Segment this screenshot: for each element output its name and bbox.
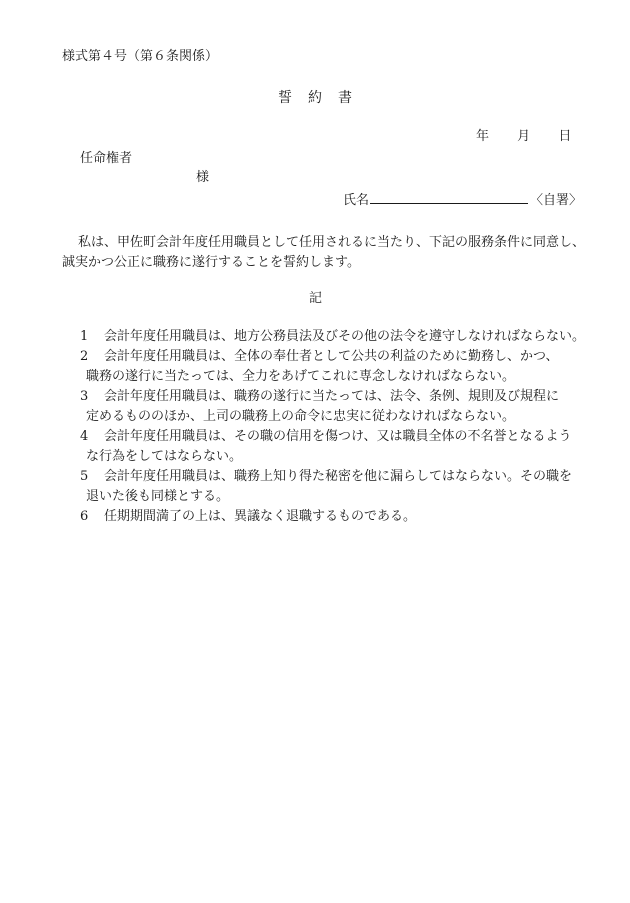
signature-suffix: 〈自署〉 (530, 193, 583, 208)
form-number: 様式第４号（第６条関係） (62, 49, 219, 64)
item-text-continuation: 退いた後も同様とする。 (86, 489, 230, 504)
list-item (80, 330, 585, 343)
item-number: 5 (80, 469, 89, 484)
date-day: 日 (558, 129, 572, 144)
heading-ki: 記 (309, 291, 323, 306)
item-text: 会計年度任用職員は、職務の遂行に当たっては、法令、条例、規則及び規程に (104, 389, 560, 404)
item-number: 2 (80, 349, 89, 364)
item-text: 会計年度任用職員は、その職の信用を傷つけ、又は職員全体の不名誉となるよう (104, 429, 572, 444)
item-text: 会計年度任用職員は、職務上知り得た秘密を他に漏らしてはならない。その職を (104, 469, 573, 484)
signature-underline[interactable] (370, 192, 528, 204)
date-year: 年 (476, 129, 490, 144)
item-text-continuation: 職務の遂行に当たっては、全力をあげてこれに専念しなければならない。 (86, 369, 516, 384)
honorific: 様 (196, 170, 210, 185)
item-text: 会計年度任用職員は、全体の奉仕者として公共の利益のために勤務し、かつ、 (104, 349, 559, 364)
intro-line-2: 誠実かつ公正に職務に遂行することを誓約します。 (62, 255, 360, 270)
list-item (80, 430, 571, 443)
item-text-continuation: な行為をしてはならない。 (86, 449, 243, 464)
list-item (80, 470, 572, 483)
list-item (80, 390, 559, 403)
document-title: 誓約書 (278, 90, 368, 106)
item-number: 3 (80, 389, 89, 404)
date-line (476, 130, 571, 143)
appointer-label: 任命権者 (80, 151, 133, 166)
item-number: 6 (80, 509, 89, 524)
signature-label: 氏名 (343, 193, 370, 208)
intro-line-1: 私は、甲佐町会計年度任用職員として任用されるに当たり、下記の服務条件に同意し、 (78, 235, 586, 250)
list-item (80, 350, 558, 363)
signature-line (343, 192, 582, 207)
item-text: 会計年度任用職員は、地方公務員法及びその他の法令を遵守しなければならない。 (104, 329, 586, 344)
item-number: 1 (80, 329, 89, 344)
item-text: 任期期間満了の上は、異議なく退職するものである。 (104, 509, 417, 524)
list-item (80, 510, 416, 523)
item-number: 4 (80, 429, 89, 444)
date-month: 月 (517, 129, 531, 144)
item-text-continuation: 定めるもののほか、上司の職務上の命令に忠実に従わなければならない。 (86, 409, 516, 424)
